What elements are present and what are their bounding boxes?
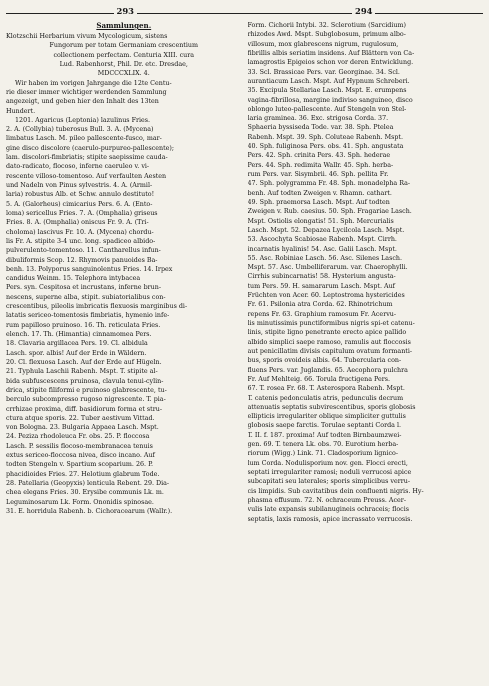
- text-line: 33. Scl. Brassicae Pers. var. Georginae. 34. Scl.: [247, 68, 400, 76]
- text-line: 24. Peziza rhodoleuca Fr. obs. 25. P. floccosa: [6, 433, 150, 441]
- text-line: candidus Weinm. 15. Telephora intybacea: [6, 275, 141, 283]
- text-line: ellipticis irregulariter oblique simpliciter guttulis: [247, 413, 406, 421]
- text-line: von Bologna. 23. Bulgaria Appaea Lasch. Mspt.: [6, 424, 159, 432]
- text-line: drica, stipite filiformi e pruinoso glabrescente, tu-: [6, 386, 167, 394]
- text-line: 21. Typhula Laschii Rabenh. Mspt. T. stipite al-: [6, 368, 158, 376]
- left-page-number: 293: [114, 6, 137, 16]
- text-line: latatis sericeo-tomentosis fimbriatis, hymenio infe-: [6, 312, 170, 320]
- text-line: elench. 17. Th. (Himantia) cinnamomea Pers.: [6, 331, 152, 338]
- text-line: bus, sporis ovoideis albis. 64. Tubercularia con-: [247, 357, 402, 365]
- text-line: aut penicillatim divisis capitulum ovatum formanti-: [247, 347, 413, 355]
- text-line: septati irregulariter ramosi; noduli verrucosi apice: [247, 469, 412, 476]
- text-line: riorum (Wigg.) Link. 71. Cladosporium lignico-: [247, 450, 398, 458]
- text-line: Fr. Auf Mehlteig. 66. Torula fructigena Pers.: [247, 375, 391, 383]
- left-column: [6, 21, 242, 683]
- text-line: ctura atque sporis. 22. Tuber aestivum Vittad.: [6, 414, 155, 422]
- text-line: extus sericeo-floccosa nivea, disco incano. Auf: [6, 452, 155, 460]
- text-line: und Nadeln von Pinus sylvestris. 4. A. (Armil-: [6, 182, 153, 189]
- text-line: todten Stengeln v. Spartium scoparium. 26. P.: [6, 461, 154, 469]
- text-line: Sphaeria byssiseda Tode. var. 38. Sph. Ptelea: [247, 124, 394, 132]
- left-header: [6, 5, 245, 21]
- text-line: 1201. Agaricus (Leptonia) lazulinus Fries.: [15, 116, 151, 124]
- text-line: septatis, laxis ramosis, apice incrassato verrucosis.: [247, 515, 413, 523]
- text-line: Pers. 44. Sph. redimita Wallr. 45. Sph. herba-: [247, 161, 394, 169]
- text-line: Lasch. spor. albis! Auf der Erde in Wäldern.: [6, 349, 147, 357]
- section-title: Sammlungen.: [96, 21, 152, 30]
- text-line: tum Pers. 59. H. samararum Lasch. Mspt. Auf: [247, 282, 396, 290]
- text-line: Cirrhis subincarnatis! 58. Hysterium angusta-: [247, 273, 396, 281]
- text-line: laria graminea. 36. Exc. strigosa Corda. 37.: [247, 115, 389, 123]
- text-line: 40. Sph. fuliginosa Pers. obs. 41. Sph. angustata: [247, 143, 404, 151]
- text-line: Mspt. 57. Asc. Umbelliferarum. var. Chaerophylli.: [247, 264, 408, 272]
- text-line: loma) sericellus Fries. 7. A. (Omphalia) griseus: [6, 209, 158, 217]
- text-line: Fungorum per totam Germaniam crescentium: [49, 42, 198, 50]
- text-line: oblongo luteo-pallescente. Auf Stengeln von Stel-: [247, 105, 407, 113]
- text-line: bida subfuscescens pruinosa, clavula tenui-cylin-: [6, 377, 164, 385]
- text-line: rie dieser immer wichtiger werdenden Sammlung: [6, 88, 167, 96]
- text-line: Form. Cichorii Intybi. 32. Sclerotium (Sarcidium): [247, 22, 406, 29]
- text-line: lum Corda. Nodulisporium nov. gen. Flocci erecti,: [247, 459, 408, 467]
- right-header: [245, 5, 484, 21]
- text-line: cis limpidis. Sub cavitatibus dein confluenti nigris. Hy-: [247, 487, 424, 495]
- text-line: phasma effusum. 72. N. ochraceum Preuss. Acer-: [247, 496, 406, 504]
- text-line: Früchten von Acer. 60. Leptostroma hystericides: [247, 292, 405, 300]
- text-line: crescentibus, pileolis imbricatis flexuosis marginibus di-: [6, 303, 188, 311]
- text-line: attenuatis septatis subvirescentibus, sporis globosis: [247, 403, 416, 411]
- text-line: villosum, mox glabrescens nigrum, rugulosum,: [247, 40, 399, 48]
- text-line: fluens Pers. var. Juglandis. 65. Aecophora pulchra: [247, 366, 408, 374]
- text-line: Lasch. Mspt. 52. Depazea Lycilcola Lasch. Mspt.: [247, 226, 405, 234]
- text-line: subcapitati seu laterales; sporis simplicibus verru-: [247, 478, 411, 486]
- text-line: 20. Cl. flexuosa Lasch. Auf der Erde auf Hügeln.: [6, 358, 162, 366]
- text-line: dato-radicato, flocoso, inferne caeruleo v. vi-: [6, 163, 150, 171]
- text-line: rescente villoso-tomentoso. Auf verfaulten Aesten: [6, 172, 167, 180]
- text-line: Pers. syn. Cespitosa et incrustans, inferne brun-: [6, 284, 161, 292]
- text-line: Pers. 42. Sph. crinita Pers. 43. Sph. hederae: [247, 152, 391, 160]
- text-line: lis Fr. A. stipite 3-4 unc. long. spadiceo albido-: [6, 237, 156, 245]
- text-line: globosis saepe farctis. Torulae septanti Corda l.: [247, 422, 402, 430]
- text-line: 28. Patellaria (Geopyxis) lenticula Rebent. 29. Dia-: [6, 480, 170, 487]
- text-line: 18. Clavaria argillacea Pers. 19. Cl. albidula: [6, 340, 148, 348]
- text-line: Fries. 8. A. (Omphalia) oniscus Fr. 9. A. (Tri-: [6, 219, 149, 227]
- text-line: 31. E. horridula Rabenh. b. Cichoracearum (Wallr.).: [6, 507, 173, 515]
- text-line: 5. A. (Galorheus) cimicarius Pers. 6. A. (Ento-: [6, 200, 153, 208]
- text-line: pulverulento-tomentoso. 11. Cantharellus infun-: [6, 247, 161, 255]
- text-line: rum papilloso pruinoso. 16. Th. reticulata Fries.: [6, 321, 161, 329]
- text-line: 47. Sph. polygramma Fr. 48. Sph. monadelpha Ra-: [247, 180, 411, 188]
- text-line: vagina-fibrillosa, margine indiviso sanguineo, disco: [247, 96, 413, 104]
- text-line: Mspt. Ostiolis elongatis! 51. Sph. Mercurialis: [247, 217, 394, 225]
- text-line: incarnatis hyalinis! 54. Asc. Galii Lasch. Mspt.: [247, 245, 397, 253]
- text-line: 49. Sph. praemorsa Lasch. Mspt. Auf todten: [247, 198, 390, 206]
- text-line: albido simplici saepe ramoso, ramulis aut floccosis: [247, 338, 411, 346]
- text-line: repens Fr. 63. Graphium ramosum Fr. Acervu-: [247, 310, 397, 318]
- text-line: 55. Asc. Robiniae Lasch. 56. Asc. Silenes Lasch.: [247, 254, 403, 262]
- text-line: Wir haben im vorigen Jahrgange die 12te Centu-: [15, 79, 172, 87]
- text-line: T. II. f. 187. proxima! Auf todten Birnbaumzwei-: [247, 431, 402, 439]
- text-line: Lasch. P. sessilis flocoso-membranacea tenuis: [6, 442, 153, 450]
- text-line: fibrillis albis seriatim insidens. Auf Blättern von Ca-: [247, 49, 415, 57]
- text-line: collectionem perfectam. Centuria XIII. cura: [53, 51, 195, 59]
- text-line: Rabenh. Mspt. 39. Sph. Coluteae Rabenh. Mspt.: [247, 133, 403, 141]
- text-line: 2. A. (Collybia) tuberosus Bull. 3. A. (Mycena): [6, 126, 154, 134]
- text-line: 35. Excipula Stellariae Lasch. Mspt. E. erumpens: [247, 87, 407, 95]
- text-line: 53. Ascochyta Scabiosae Rabenh. Mspt. Cirrh.: [247, 236, 397, 244]
- text-line: Hundert.: [6, 107, 36, 115]
- text-line: choloma) lascivus Fr. 10. A. (Mycena) chordu-: [6, 228, 154, 236]
- text-line: lis minutissimis punctiformibus nigris spi-et catenu-: [247, 320, 415, 327]
- text-line: phacidioides Fries. 27. Helotium glabrum Tode.: [6, 470, 160, 478]
- text-line: Leguminosarum Lk. Form. Ononidis spinosae.: [6, 498, 154, 506]
- text-line: lamagrostis Epigeios schon vor deren Entwicklung.: [247, 59, 414, 67]
- text-line: linis, stipite ligno penetrante erecto apice pallido: [247, 329, 407, 337]
- text-line: Lud. Rabenhorst, Phil. Dr. etc. Dresdae,: [59, 60, 188, 68]
- text-line: Fr. 61. Psilonia atra Corda. 62. Rhinotrichum: [247, 301, 393, 309]
- text-line: nescens, superne alba, stipit. subiatorialibus con-: [6, 293, 166, 301]
- text-line: T. catenis pedonculatis atris, pedunculis decrum: [247, 394, 404, 402]
- text-line: Zweigen v. Rub. caesius. 50. Sph. Fragariae Lasch.: [247, 208, 412, 216]
- text-line: benh. 13. Polyporus sanguinolentus Fries. 14. Irpex: [6, 265, 173, 273]
- text-line: MDCCCXLIX. 4.: [97, 70, 150, 78]
- text-line: berculo subcompresso rugoso nigrescente. T. pia-: [6, 396, 166, 404]
- text-line: rhizodes Awd. Mspt. Subglobosum, primum albo-: [247, 31, 406, 39]
- text-line: gen. 69. T. tenera Lk. obs. 70. Eurotium herba-: [247, 441, 399, 449]
- text-line: laria) robustus Alb. et Schw. annulo destituto!: [6, 191, 155, 199]
- text-line: dibuliformis Scop. 12. Rhymovis panuoides Ba-: [6, 256, 158, 264]
- text-line: chea elegans Fries. 30. Erysibe communis Lk. m.: [6, 489, 164, 497]
- text-line: angezeigt, und geben hier den Inhalt des 13ten: [6, 98, 159, 106]
- text-line: benh. Auf todten Zweigen v. Rhamn. cathart.: [247, 189, 392, 197]
- right-column: [248, 21, 484, 683]
- text-line: aurantiacum Lasch. Mspt. Auf Hypnum Schreberi.: [247, 77, 410, 85]
- text-line: vulis late expansis subilanugineis ochraceis; flocis: [247, 506, 409, 514]
- text-line: crrhizae proxima, diff. basidiorum forma et stru-: [6, 405, 162, 413]
- text-columns: [6, 21, 483, 683]
- text-line: lam. discolori-fimbriatis; stipite saepissime cauda-: [6, 154, 168, 162]
- right-page-number: 294: [352, 6, 375, 16]
- page-header: [6, 5, 483, 21]
- text-line: limbatus Lasch. M. pileo pallescente-fusco, mar-: [6, 135, 162, 143]
- text-line: gine disco discolore (caerulo-purpureo-pallescente);: [6, 144, 175, 152]
- text-line: Klotzschii Herbarium vivum Mycologicum, sistens: [6, 33, 168, 40]
- text-line: rum Pers. var. Sisymbrii. 46. Sph. pellita Fr.: [247, 171, 389, 178]
- text-line: 67. T. rosea Fr. 68. T. Asterospora Rabenh. Mspt.: [247, 385, 405, 393]
